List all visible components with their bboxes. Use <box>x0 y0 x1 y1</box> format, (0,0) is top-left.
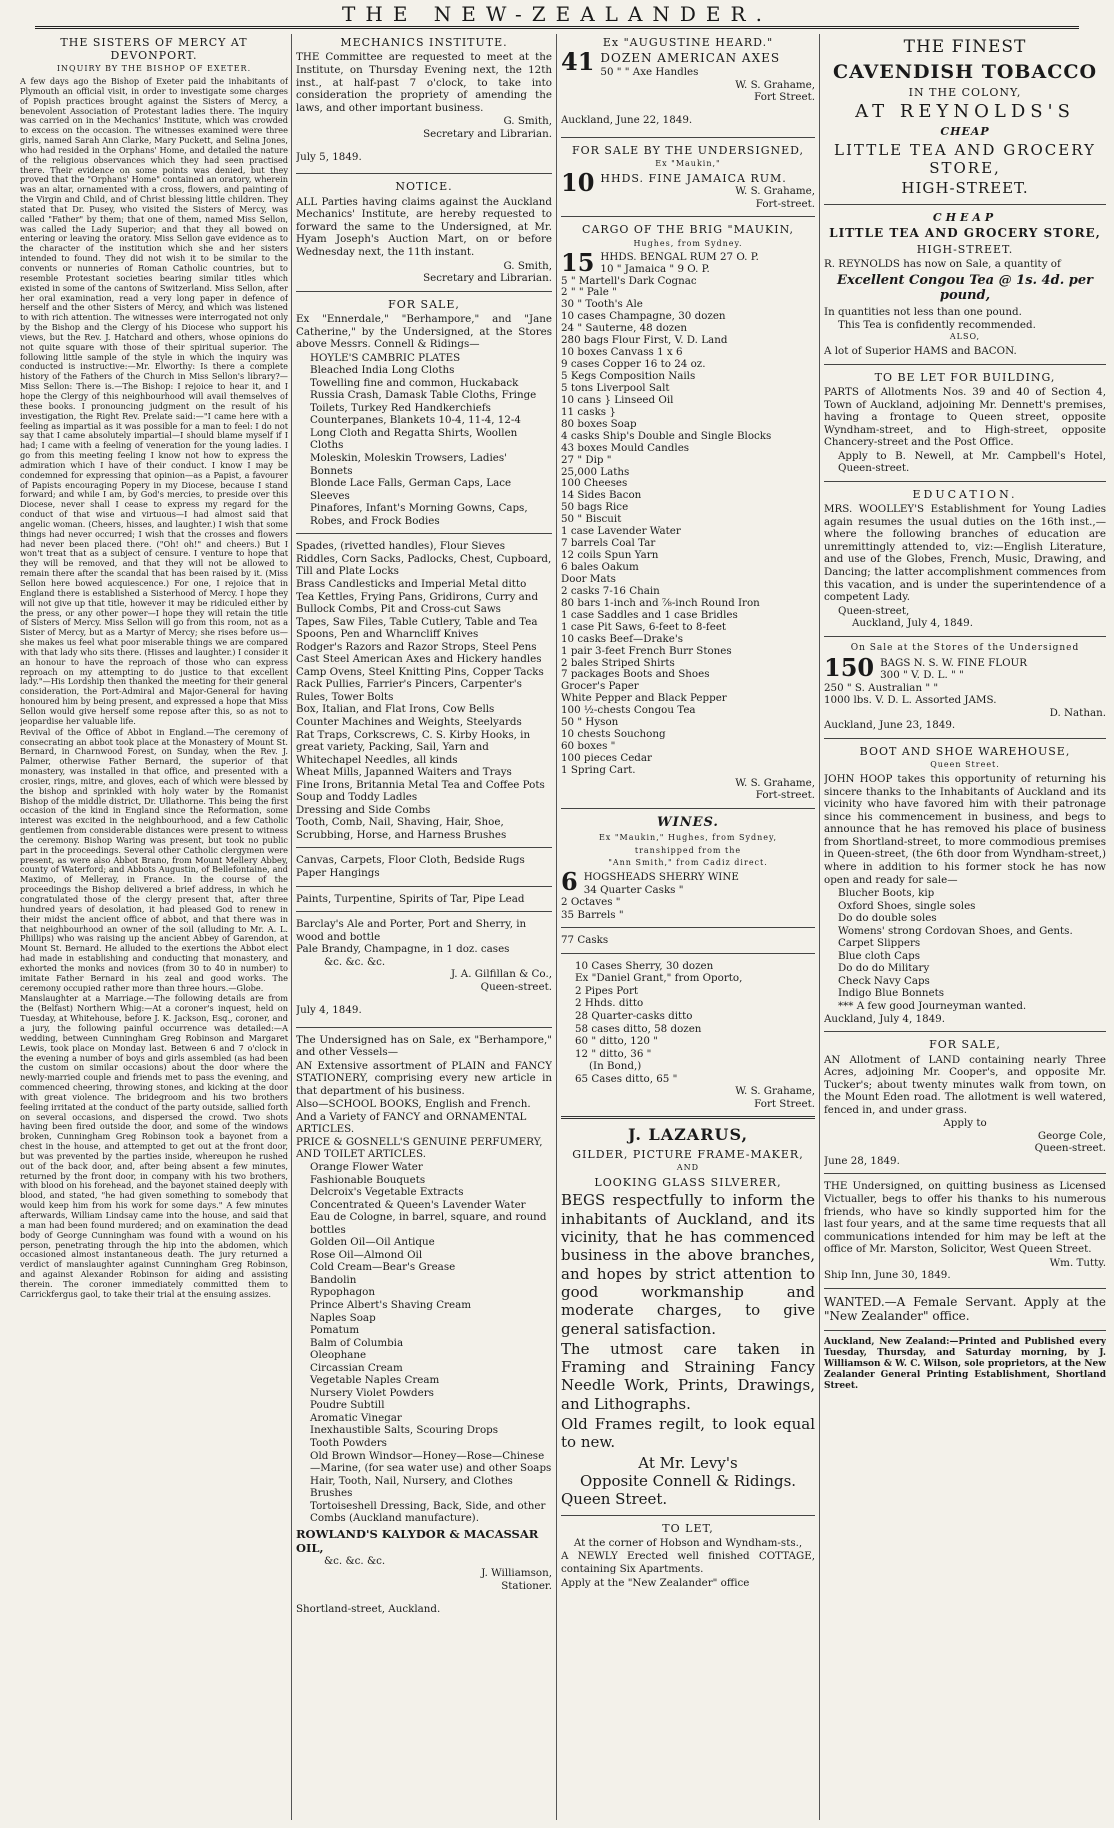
list-item: Nursery Violet Powders <box>310 1386 434 1399</box>
list-item: Aromatic Vinegar <box>310 1411 402 1424</box>
let-apply: Apply to B. Newell, at Mr. Campbell's Hotel, Queen-street. <box>838 449 1106 475</box>
list-item: 9 cases Copper 16 to 24 oz. <box>561 358 706 371</box>
cargo-subtitle: Hughes, from Sydney. <box>633 238 743 248</box>
list-item: Counter Machines and Weights, Steelyards <box>296 715 522 728</box>
tutty-signature: Wm. Tutty. <box>1049 1256 1106 1269</box>
list-item: Check Navy Caps <box>838 974 930 987</box>
bootshoe-title: BOOT AND SHOE WAREHOUSE, <box>859 745 1071 759</box>
list-item: 300 " V. D. L. " " <box>880 669 964 682</box>
column-divider <box>819 34 820 1820</box>
list-item: 280 bags Flour First, V. D. Land <box>561 334 728 347</box>
list-item: Cold Cream—Bear's Grease <box>310 1261 456 1274</box>
list-item: Delcroix's Vegetable Extracts <box>310 1186 464 1199</box>
list-item: Vegetable Naples Cream <box>310 1374 440 1387</box>
list-item: 60 " ditto, 120 " <box>575 1035 658 1048</box>
list-item: 1 case Pit Saws, 6-feet to 8-feet <box>561 620 727 633</box>
list-item: 60 boxes " <box>561 740 616 753</box>
list-item: 10 cans } Linseed Oil <box>561 393 674 406</box>
divider <box>824 1173 1106 1174</box>
land-title: FOR SALE, <box>929 1038 1001 1052</box>
tea-recommended: This Tea is confidently recommended. <box>838 318 1036 331</box>
wines-transhipped: transhipped from the <box>634 845 742 855</box>
list-item: Bandolin <box>310 1273 357 1286</box>
list-item: 10 casks Beef—Drake's <box>561 632 683 645</box>
list-item: Balm of Columbia <box>310 1336 404 1349</box>
list-item: Camp Ovens, Steel Knitting Pins, Copper Tacks <box>296 665 544 678</box>
rum-ex: Ex "Maukin," <box>655 159 721 169</box>
tea-store: LITTLE TEA AND GROCERY STORE, <box>829 225 1101 240</box>
list-item: Oleophane <box>310 1349 367 1362</box>
flour-signature: D. Nathan. <box>1049 706 1106 719</box>
list-item: 1 case Saddles and 1 case Bridles <box>561 608 738 621</box>
tea-cheap: CHEAP <box>932 210 998 224</box>
list-item: 14 Sides Bacon <box>561 489 642 502</box>
divider <box>561 927 815 928</box>
list-item: Pomatum <box>310 1324 360 1337</box>
divider <box>296 1027 552 1028</box>
article-subtitle: INQUIRY BY THE BISHOP OF EXETER. <box>56 64 252 74</box>
bootshoe-subtitle: Queen Street. <box>930 760 1000 770</box>
list-item: 58 cases ditto, 58 dozen <box>575 1022 702 1035</box>
wines-signature: W. S. Grahame, <box>735 1085 815 1098</box>
augustine-title: Ex "AUGUSTINE HEARD." <box>602 36 774 49</box>
notice-role: Secretary and Librarian. <box>423 272 552 285</box>
list-item: Circassian Cream <box>310 1361 403 1374</box>
forsale-list-drapery <box>296 352 552 528</box>
column-2 <box>296 34 552 1820</box>
list-item: Naples Soap <box>310 1311 376 1324</box>
list-item: Fashionable Bouquets <box>310 1173 426 1186</box>
list-item: Tooth Powders <box>310 1437 387 1449</box>
list-item: Blonde Lace Falls, German Caps, Lace Sleeves <box>310 477 512 502</box>
divider <box>296 533 552 534</box>
tolet-title: TO LET, <box>662 1521 714 1535</box>
lazarus-body: BEGS respectfully to inform the inhabitants of Auckland, and its vicinity, that he has commenced business in the above branches, and hopes by strict attention to good workmanship and moderate charges, to give general satisfaction. <box>561 1191 815 1338</box>
masthead-rule <box>35 26 1079 29</box>
stationery-variety: And a Variety of FANCY and ORNAMENTAL ARTICLES. <box>296 1110 527 1136</box>
list-item: Moleskin, Moleskin Trowsers, Ladies' Bonnets <box>310 452 507 477</box>
list-item: 80 boxes Soap <box>561 417 637 430</box>
list-item: Door Mats <box>561 572 616 585</box>
divider <box>296 886 552 887</box>
tobacco-cheap: CHEAP <box>940 125 990 139</box>
forsale-place: Queen-street. <box>480 980 552 993</box>
list-item: 80 bars 1-inch and ⅞-inch Round Iron <box>561 596 760 609</box>
stationer-role: Stationer. <box>501 1579 552 1592</box>
list-item: 2 Pipes Port <box>575 984 639 997</box>
divider <box>296 847 552 848</box>
tea-intro: R. REYNOLDS has now on Sale, a quantity of <box>824 258 1061 270</box>
forsale-list-hardware <box>296 540 552 841</box>
list-item: Tooth, Comb, Nail, Shaving, Hair, Shoe, Scrubbing, Horse, and Harness Brushes <box>296 816 507 841</box>
list-item: 10 cases Champagne, 30 dozen <box>561 310 726 323</box>
list-item: BAGS N. S. W. FINE FLOUR <box>880 656 1027 669</box>
divider <box>824 1288 1106 1289</box>
list-item: HOGSHEADS SHERRY WINE <box>583 871 739 884</box>
list-item: 1000 lbs. V. D. L. Assorted JAMS. <box>824 694 997 707</box>
forsale-intro: Ex "Ennerdale," "Berhampore," and "Jane Catherine," by the Undersigned, at the Stores above Messrs. Connell & Ridings— <box>296 313 552 351</box>
list-item: Grocer's Paper <box>561 680 639 693</box>
lazarus-trade-2: LOOKING GLASS SILVERER, <box>594 1176 782 1190</box>
stationery-body: AN Extensive assortment of PLAIN and FANCY STATIONERY, comprising every new article in that department of his business. <box>296 1059 552 1097</box>
list-item: Canvas, Carpets, Floor Cloth, Bedside Rugs <box>296 854 525 867</box>
lazarus-body-3: Old Frames regilt, to look equal to new. <box>561 1415 815 1452</box>
list-item: Dressing and Side Combs <box>296 803 431 816</box>
wanted-ad: WANTED.—A Female Servant. Apply at the "New Zealander" office. <box>824 1294 1106 1324</box>
manslaughter-article: Manslaughter at a Marriage.—The following details are from the (Belfast) Northern Whig:—At a coroner's inquest, held on Tuesday, at Whitehouse, before J. K. Jackson, Esq., coroner, and a jury, the following painful occurrence was detailed:—A wedding, between Cunningham Greg Robinson and Margaret Lewis, took place on Monday last. Between 6 and 7 o'clock in the evening a number of boys and girls assembled (as had been the custom on similar occasions) about the door where the newly-married couple and friends met to pass the evening, and commenced cheering, throwing stones, and kicking at the door with great violence. The bridegroom and his two brothers feeling irritated at the conduct of the party outside, sallied forth on several occasions, and dispersed the crowd. Two shots having been fired outside the door, and some of the windows broken, Cunningham Greg Robinson took a bayonet from a chest in the house, and attempted to get out at the front door, but was prevented by the parties inside, whereupon he rushed out of the back door, and, after being absent a few minutes, returned by the front door, in company with his two brothers, with blood on his forehead, and the bayonet stained deeply with blood, and stated, "he had given something to somebody that would keep him from his work for some days." A few minutes afterwards, William Lindsay came into the house, and said that a man had been found murdered; and on examination the dead body of George Cunningham was found with a wound on his person, penetrating through the hip into the abdomen, which occasioned almost instantaneous death. The jury returned a verdict of manslaughter against Cunningham Greg Robinson, and against Alexander Robinson for aiding and assisting therein. The coroner immediately committed them to Carrickfergus gaol, to take their trial at the ensuing assizes. <box>20 993 288 1299</box>
etc-line: &c. &c. &c. <box>324 955 386 968</box>
flour-list <box>824 652 1106 707</box>
tea-also: ALSO, <box>949 332 981 342</box>
list-item: 2 bales Striped Shirts <box>561 656 675 669</box>
wines-casks: 77 Casks <box>561 934 609 947</box>
axes-handles-line: 50 " " Axe Handles <box>600 66 699 79</box>
axes-place: Fort Street. <box>754 91 815 104</box>
tobacco-colony: IN THE COLONY, <box>908 85 1022 99</box>
rum-line: HHDS. FINE JAMAICA RUM. <box>600 171 787 185</box>
list-item: 250 " S. Australian " " <box>824 681 939 694</box>
list-item: 10 " Jamaica " 9 O. P. <box>600 262 710 275</box>
wines-from: "Ann Smith," from Cadiz direct. <box>608 858 768 868</box>
flour-quantity: 150 <box>824 652 875 682</box>
education-body: MRS. WOOLLEY'S Establishment for Young Ladies again resumes the usual duties on the 16th inst.,—where the following branches of education are unremittingly attended to, viz:—English Literature, and use of the Globes, French, Music, Drawing, and Dancing; the latter accomplishment commences from this vacation, and is under the superintendence of a competent Lady. <box>824 503 1106 604</box>
list-item: Long Cloth and Regatta Shirts, Woollen Cloths <box>310 426 518 452</box>
list-item: Oxford Shoes, single soles <box>838 899 976 912</box>
forsale-date: July 4, 1849. <box>296 1003 362 1016</box>
lazarus-opposite: Opposite Connell & Ridings. <box>579 1471 797 1490</box>
cargo-signature: W. S. Grahame, <box>735 776 815 789</box>
axes-line: DOZEN AMERICAN AXES <box>600 51 781 66</box>
list-item: Inexhaustible Salts, Scouring Drops <box>310 1424 499 1437</box>
list-item: 1 Spring Cart. <box>561 763 636 776</box>
notice-title: NOTICE. <box>395 180 453 194</box>
list-item: 28 Quarter-casks ditto <box>575 1010 693 1022</box>
list-item: Cast Steel American Axes and Hickery handles <box>296 653 542 666</box>
etc-line: &c. &c. &c. <box>324 1554 386 1567</box>
list-item: 12 coils Spun Yarn <box>561 549 659 562</box>
list-item: 50 " Biscuit <box>561 513 622 526</box>
abbot-article: Revival of the Office of Abbot in England.—The ceremony of consecrating an abbot took place at the Monastery of Mount St. Bernard, in Charnwood Forest, on Sunday, when the Rev. J. Palmer, otherwise Father Bernard, the superior of that monastery, was installed in that office, and presented with a crosier, rings, mitre, and gloves, each of which were blessed by the bishop and sprinkled with holy water by the Romanist Bishop of the middle district, Dr. Ullathorne. This being the first occasion of the kind in England since the Reformation, some interest was excited in the neighbourhood, and a few Catholic gentlemen from considerable distances were present to witness the ceremony. Bishop Waring was present, but took no public part in the proceedings. Several other Catholic clergymen were present, as were also Abbot Brano, from Mount Mellery Abbey, county of Waterford; and Abbots Augustin, of Bellefontaine, and Maximo, of Melleray, in France. In the course of the proceedings the Bishop delivered a brief address, in which he congratulated those of the clergy present that, after three hundred years of desolation, it had pleased God to renew in their midst the ancient office of abbot, and that there was in that neighbourhood an owner of the soil (alluding to Mr. A. L. Phillips) who was raising up the ancient Abbey of Garendon, at Mount St. Bernard. He alluded to the exertions the Abbot elect had made in establishing and conducting that monastery, and exhorted the monks and novices (from 30 to 40 in number) to imitate Father Bernard in his zeal and good works. The ceremony occupied rather more than three hours.—Globe. <box>20 726 288 993</box>
column-divider <box>556 34 557 1820</box>
stationery-intro: The Undersigned has on Sale, ex "Berhampore," and other Vessels— <box>296 1033 552 1059</box>
divider <box>824 481 1106 482</box>
list-item: 10 boxes Canvass 1 x 6 <box>561 346 683 359</box>
tolet-subtitle: At the corner of Hobson and Wyndham-sts., <box>573 1536 803 1549</box>
bootshoe-note: *** A few good Journeyman wanted. <box>838 1000 1027 1013</box>
list-item: Paper Hangings <box>296 866 380 879</box>
land-date: June 28, 1849. <box>824 1154 900 1167</box>
list-item: HHDS. BENGAL RUM 27 O. P. <box>600 250 759 263</box>
land-place: Queen-street. <box>1034 1142 1106 1155</box>
list-item: Rypophagon <box>310 1286 375 1299</box>
rum-place: Fort-street. <box>755 197 815 210</box>
tea-street: HIGH-STREET. <box>916 242 1014 256</box>
list-item: 7 barrels Coal Tar <box>561 537 656 550</box>
tea-price: Excellent Congou Tea @ 1s. 4d. per pound, <box>837 272 1093 304</box>
list-item: Hair, Tooth, Nail, Nursery, and Clothes Brushes <box>310 1474 513 1500</box>
divider <box>824 636 1106 637</box>
mechanics-date: July 5, 1849. <box>296 150 362 163</box>
divider <box>296 291 552 292</box>
list-item: 2 Hhds. ditto <box>575 997 644 1010</box>
list-item: Tortoiseshell Dressing, Back, Side, and other Combs (Auckland manufacture). <box>310 1499 546 1525</box>
column-1 <box>20 34 288 1820</box>
list-item: Brass Candlesticks and Imperial Metal ditto <box>296 577 527 590</box>
list-item: Indigo Blue Bonnets <box>838 987 945 1000</box>
list-item: 2 casks 7-16 Chain <box>561 584 660 597</box>
list-item: 35 Barrels " <box>561 908 624 921</box>
list-item: 34 Quarter Casks " <box>583 883 684 896</box>
list-item: Do do do Military <box>838 962 930 975</box>
education-place: Queen-street, <box>838 604 910 617</box>
bootshoe-body: JOHN HOOP takes this opportunity of returning his sincere thanks to the Inhabitants of Auckland and its vicinity who have favored him with their patronage since his commencement in business, and begs to announce that he has removed his place of business from Shortland-street, to more commodious premises in Queen-street, (the 6th door from Wyndham-street,) where in addition to his former stock he has now open and ready for sale— <box>824 773 1106 886</box>
perfumery-list <box>296 1161 552 1525</box>
list-item: Tapes, Saw Files, Table Cutlery, Table and Tea Spoons, Pen and Wharncliff Knives <box>296 615 538 641</box>
article-body: A few days ago the Bishop of Exeter paid the inhabitants of Plymouth an official visit, in order to investigate some charges of Popish practices brought against the Sisters of Mercy, a benevolent Association of Protestant ladies there. The inquiry was carried on in the Mechanics' Institute, which was crowded to excess on the occasion. The witnesses examined were three girls, named Sarah Ann Clarke, Mary Puckett, and Selina Jones, who had resided in the Orphans' Home, and detailed the nature of the religious observances which they had seen practised there. Their evidence on some points was denied, but they proved that the "Orphans' Home" contained an oratory, wherein was an altar, ornamented with a cross, flowers, and painting of the Virgin and Child, and of Christ blessing little children. They stated that Dr. Pusey, who visited the Sisters of Mercy, was called "Father" by them; that one of them, named Miss Sellon, was called the Lady Superior; and that they all bowed on entering or leaving the oratory. Miss Sellon gave evidence as to the character of the institution which she and her sisters intended to found. They did not wish it to be similar to the convents or nunneries of Roman Catholic countries, but to resemble Protestant societies bearing similar titles which existed in some of the cantons of Switzerland. Miss Sellon, after her oral examination, read a very long paper in defence of herself and the other Sisters of Mercy, and which was listened to with rich attention. The witnesses were interrogated not only by the Bishop and the Clergy of his Diocese who support his views, but the Rev. J. Hatchard and others, whose opinions do not quite square with those of their spiritual superior. The following little sample of the style in which the inquiry was conducted is instructive:—Mr. Elworthy: Is there a complete history of the Fathers of the Church in Miss Sellon's library?—Miss Sellon: There is.—The Bishop: I rejoice to hear it, and I hope the Clergy of this neighbourhood will avail themselves of these books. I pronouncing judgment on the result of his investigation, the Right Rev. Prelate said:—"I came here with a feeling as impartial as it was possible for a man to feel: I do not say that I came absolutely impartial—I should blame myself if I had; I came with a feeling of veneration for the young ladies. I go from this meeting feeling I know not how to express the admiration which I have of their conduct. I know I may be condemned for expressing that opinion—as a Papist, a favourer of Papists encouraging Popery in my Diocese, because I stand forward; and while I am, by God's mercies, to preside over this Diocese, never shall I cease to express my regard for the conduct of that wise and virtuous—I had almost said that angelic woman. (Cheers, hisses, and laughter.) I wish that some things had never occurred; I wish that the crosses and flowers had never been placed there. ("Oh! oh!" and cheers.) But I won't treat that as a subject of censure. I venture to hope that they will be removed, and that they will not be allowed to remain there after the scandal that has been raised by it. (Miss Sellon here bowed acquiescence.) For one, I rejoice that in England there is established a Sisterhood of Mercy. I hope they will not give up that title, however it may be ridiculed either by the press, or any other power—I hope they will retain the title of Sisters of Mercy. Miss Sellon will go from this room, not as a Sister of Mercy, but as a Martyr of Mercy; she rises before us—she makes us feel what poor miserable things we are compared with that lady who sits there. (Hisses and laughter.) I consider it an honour to have the reproach of those who can express reproach on my attempting to do justice to that excellent lady."—His Lordship then thanked the meeting for their general consideration, the Port-Admiral and Major-General for having honoured him by being present, and expressed a hope that Miss Sellon would give herself some repose after this, so as not to jeopardise her valuable life. <box>20 75 288 726</box>
list-item: Fine Irons, Britannia Metal Tea and Coffee Pots <box>296 778 545 791</box>
list-item: 50 bags Rice <box>561 501 629 514</box>
rum-quantity: 10 <box>561 171 595 197</box>
wines-quantity: 6 <box>561 867 578 897</box>
masthead: THE NEW-ZEALANDER. <box>342 2 772 26</box>
article-title: THE SISTERS OF MERCY AT DEVONPORT. <box>60 36 248 63</box>
mechanics-signature: G. Smith, <box>503 115 552 128</box>
axes-quantity: 41 <box>561 51 595 77</box>
list-item: Wheat Mills, Japanned Waiters and Trays <box>296 766 512 779</box>
list-item: Concentrated & Queen's Lavender Water <box>310 1198 526 1211</box>
list-item: 1 case Lavender Water <box>561 525 681 538</box>
bootshoe-list <box>824 887 1106 1000</box>
list-item: Box, Italian, and Flat Irons, Cow Bells <box>296 703 495 716</box>
list-item: Towelling fine and common, Huckaback <box>310 376 519 389</box>
list-item: 10 chests Souchong <box>561 728 666 741</box>
list-item: Golden Oil—Oil Antique <box>310 1236 435 1249</box>
axes-signature: W. S. Grahame, <box>735 78 815 91</box>
mechanics-title: MECHANICS INSTITUTE. <box>340 36 508 49</box>
cargo-quantity: 15 <box>561 247 595 277</box>
tutty-body: THE Undersigned, on quitting business as Licensed Victualler, begs to offer his thanks to his numerous friends, who have so kindly supported him for the last four years, and at the same time requests that all communications intended for him may be left at the office of Mr. Marston, Solicitor, West Queen Street. <box>824 1180 1106 1256</box>
divider <box>561 1116 815 1119</box>
column-3 <box>561 34 815 1820</box>
list-item: Spades, (rivetted handles), Flour Sieves <box>296 540 506 553</box>
lazarus-trade: GILDER, PICTURE FRAME-MAKER, <box>572 1147 804 1161</box>
list-item: 27 " Dip " <box>561 453 612 466</box>
list-item: 5 " Martell's Dark Cognac <box>561 274 697 287</box>
list-item: Paints, Turpentine, Spirits of Tar, Pipe Lead <box>296 892 525 905</box>
cargo-title: CARGO OF THE BRIG "MAUKIN, <box>581 223 795 237</box>
divider <box>561 808 815 809</box>
wines-ex: Ex "Maukin," Hughes, from Sydney, <box>598 832 778 842</box>
lazarus-title: J. LAZARUS, <box>627 1125 749 1145</box>
list-item: Poudre Subtill <box>310 1399 385 1412</box>
wines-place: Fort Street. <box>754 1097 815 1110</box>
tutty-date: Ship Inn, June 30, 1849. <box>824 1269 951 1282</box>
axes-ad <box>561 51 815 78</box>
list-item: 1 pair 3-feet French Burr Stones <box>561 644 732 657</box>
list-item: 100 pieces Cedar <box>561 752 652 764</box>
list-item: Prince Albert's Shaving Cream <box>310 1298 471 1311</box>
divider <box>824 1330 1106 1331</box>
rum-signature: W. S. Grahame, <box>735 185 815 198</box>
list-item: 4 casks Ship's Double and Single Blocks <box>561 429 772 442</box>
list-item: Pinafores, Infant's Morning Gowns, Caps, Robes, and Frock Bodies <box>310 502 528 527</box>
tea-quantities: In quantities not less than one pound. <box>824 306 1022 319</box>
list-item: 25,000 Laths <box>561 465 630 478</box>
stationer-signature: J. Williamson, <box>481 1567 552 1580</box>
divider <box>561 216 815 217</box>
lazarus-and: AND <box>676 1163 700 1173</box>
divider <box>296 173 552 174</box>
axes-date: Auckland, June 22, 1849. <box>561 113 693 126</box>
flour-date: Auckland, June 23, 1849. <box>824 719 956 732</box>
list-item: 100 Cheeses <box>561 477 628 490</box>
tolet-apply: Apply at the "New Zealander" office <box>561 1576 750 1589</box>
list-item: Old Brown Windsor—Honey—Rose—Chinese—Marine, (for sea water use) and other Soaps <box>310 1449 552 1475</box>
column-4 <box>824 34 1106 1820</box>
wines-list-2 <box>561 960 815 1085</box>
list-item: 12 " ditto, 36 " <box>575 1047 652 1060</box>
list-item: Rack Pullies, Farrier's Pincers, Carpenter's Rules, Tower Bolts <box>296 678 522 703</box>
education-date: Auckland, July 4, 1849. <box>852 617 973 630</box>
education-title: EDUCATION. <box>912 487 1018 501</box>
let-body: PARTS of Allotments Nos. 39 and 40 of Section 4, Town of Auckland, adjoining Mr. Dennett's premises, having a frontage to Queen street, opposite Wyndham-street, and to High-street, opposite Chancery-street and the Post Office. <box>824 386 1106 449</box>
list-item: 65 Cases ditto, 65 " <box>575 1072 678 1085</box>
list-item: 43 boxes Mould Candles <box>561 441 690 454</box>
lazarus-body-2: The utmost care taken in Framing and Straining Fancy Needle Work, Prints, Drawings, and Lithographs. <box>561 1339 815 1413</box>
mechanics-role: Secretary and Librarian. <box>423 127 552 140</box>
divider <box>824 204 1106 205</box>
list-item: Rodger's Razors and Razor Strops, Steel Pens <box>296 640 537 653</box>
list-item: 5 Kegs Composition Nails <box>561 370 696 382</box>
list-item: Tea Kettles, Frying Pans, Gridirons, Curry and Bullock Combs, Pit and Cross-cut Saws <box>296 590 539 616</box>
list-item: 7 packages Boots and Shoes <box>561 668 710 681</box>
mechanics-body: THE Committee are requested to meet at the Institute, on Thursday Evening next, the 12th inst., at half-past 7 o'clock, to take into consideration the propriety of amending the laws, and other important business. <box>296 51 552 114</box>
list-item: Rose Oil—Almond Oil <box>310 1248 423 1261</box>
list-item: 2 Octaves " <box>561 896 621 909</box>
tobacco-reynolds: AT REYNOLDS'S <box>855 101 1075 123</box>
rum-ad <box>561 172 815 211</box>
land-signature: George Cole, <box>1037 1129 1106 1142</box>
list-item: Ex "Daniel Grant," from Oporto, <box>575 972 743 985</box>
list-item: Orange Flower Water <box>310 1160 423 1173</box>
divider <box>561 1515 815 1516</box>
notice-body: ALL Parties having claims against the Auckland Mechanics' Institute, are hereby requested to forward the same to the Undersigned, at Mr. Hyam Joseph's Auction Mart, on or before Wednesday next, the 11th instant. <box>296 195 552 258</box>
list-item: Bleached India Long Cloths <box>310 364 455 377</box>
divider <box>561 953 815 954</box>
divider <box>824 364 1106 365</box>
lazarus-street: Queen Street. <box>561 1490 668 1509</box>
list-item: Rat Traps, Corkscrews, C. S. Kirby Hooks, in great variety, Packing, Sail, Yarn and Whitechapel Needles, all kinds <box>296 728 531 766</box>
list-item: 24 " Sauterne, 48 dozen <box>561 322 687 335</box>
stores-title: On Sale at the Stores of the Undersigned <box>850 642 1080 653</box>
list-item: Blue cloth Caps <box>838 949 921 962</box>
divider <box>824 1031 1106 1032</box>
list-item: Riddles, Corn Sacks, Padlocks, Chest, Cupboard, Till and Plate Locks <box>296 552 552 578</box>
list-item: Womens' strong Cordovan Shoes, and Gents. Carpet Slippers <box>838 924 1073 950</box>
list-item: 5 tons Liverpool Salt <box>561 381 670 394</box>
divider <box>296 911 552 912</box>
list-item: Do do double soles <box>838 912 937 925</box>
tea-hams: A lot of Superior HAMS and BACON. <box>824 345 1017 358</box>
wines-list <box>561 867 815 921</box>
list-item: 6 bales Oakum <box>561 561 639 573</box>
list-item: 100 ½-chests Congou Tea <box>561 704 696 717</box>
notice-signature: G. Smith, <box>503 259 552 272</box>
tobacco-store: LITTLE TEA AND GROCERY STORE, <box>834 140 1096 177</box>
tobacco-street: HIGH-STREET. <box>901 179 1029 198</box>
list-item: 30 " Tooth's Ale <box>561 298 643 311</box>
cargo-list <box>561 247 815 777</box>
list-item: White Pepper and Black Pepper <box>561 692 727 705</box>
list-item: Blucher Boots, kip <box>838 887 935 900</box>
list-item: 11 casks } <box>561 405 616 418</box>
wines-title: WINES. <box>657 814 719 830</box>
let-title: TO BE LET FOR BUILDING, <box>874 370 1056 384</box>
tobacco-heading: THE FINEST <box>903 37 1027 57</box>
list-item: Pale Brandy, Champagne, in 1 doz. cases <box>296 943 510 956</box>
bootshoe-date: Auckland, July 4, 1849. <box>824 1012 945 1025</box>
land-body: AN Allotment of LAND containing nearly Three Acres, adjoining Mr. Cooper's, and opposite Mr. Tucker's; about twenty minutes walk from town, on the Mount Eden road. The allotment is well watered, fenced in, and under grass. <box>824 1053 1106 1116</box>
list-item: Eau de Cologne, in barrel, square, and round bottles <box>310 1211 547 1236</box>
list-item: 2 " " Pale " <box>561 286 617 299</box>
list-item: 10 Cases Sherry, 30 dozen <box>575 959 714 972</box>
rowland-heading: ROWLAND'S KALYDOR & MACASSAR OIL, <box>296 1526 539 1555</box>
stationery-also: Also—SCHOOL BOOKS, English and French. <box>296 1098 531 1111</box>
forsale-signature: J. A. Gilfillan & Co., <box>450 968 552 981</box>
rum-title: FOR SALE BY THE UNDERSIGNED, <box>571 143 805 157</box>
list-item: Russia Crash, Damask Table Cloths, Fringe Toilets, Turkey Red Handkerchiefs <box>310 389 537 414</box>
list-item: 50 " Hyson <box>561 716 619 729</box>
cargo-place: Fort-street. <box>755 789 815 802</box>
list-item: Soup and Toddy Ladles <box>296 791 418 804</box>
tobacco-name: CAVENDISH TOBACCO <box>832 60 1097 83</box>
divider <box>824 738 1106 739</box>
lazarus-at: At Mr. Levy's <box>638 1453 738 1472</box>
list-item: (In Bond,) <box>589 1060 642 1073</box>
stationer-address: Shortland-street, Auckland. <box>296 1602 441 1615</box>
divider <box>561 137 815 138</box>
imprint: Auckland, New Zealand:—Printed and Published every Tuesday, Thursday, and Saturday morning, by J. Williamson & W. C. Wilson, sole proprietors, at the New Zealander General Printing Establishment, Shortland Street. <box>824 1337 1106 1391</box>
forsale-title: FOR SALE, <box>388 297 460 311</box>
list-item: Barclay's Ale and Porter, Port and Sherry, in wood and bottle <box>296 918 527 943</box>
column-divider <box>291 34 292 1820</box>
stationery-price: PRICE & GOSNELL'S GENUINE PERFUMERY, AND TOILET ARTICLES. <box>296 1135 543 1161</box>
list-item: Counterpanes, Blankets 10-4, 11-4, 12-4 <box>310 414 521 427</box>
tolet-body: A NEWLY Erected well finished COTTAGE, containing Six Apartments. <box>561 1550 815 1575</box>
list-item: HOYLE'S CAMBRIC PLATES <box>310 351 461 364</box>
land-apply: Apply to <box>943 1117 987 1130</box>
